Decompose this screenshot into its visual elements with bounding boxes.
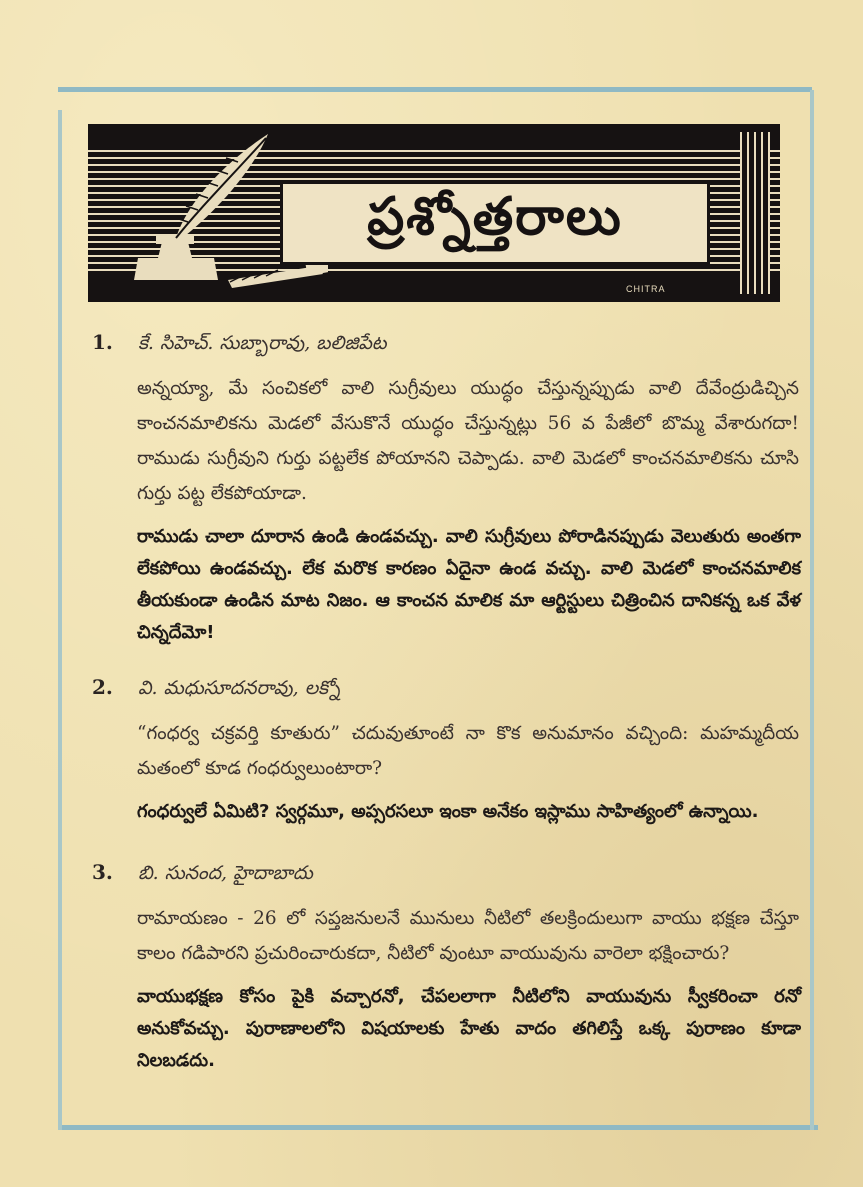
questioner-name: వి. మధుసూదనరావు, లక్నో (138, 677, 341, 699)
answer-text: గంధర్వులే ఏమిటి? స్వర్గమూ, అప్సరసలూ ఇంకా అనేకం ఇస్లాము సాహిత్యంలో ఉన్నాయి. (137, 801, 759, 822)
question-text: “గంధర్వ చక్రవర్తి కూతురు” చదువుతూంటే నా కొక అనుమానం వచ్చింది: మహమ్మదీయ మతంలో కూడ గంధర్వులుంటారా? (137, 723, 799, 779)
header-banner (88, 124, 780, 302)
banner-title-box (280, 181, 710, 265)
question-text: రామాయణం - 26 లో సప్తజనులనే మునులు నీటిలో తలక్రిందులుగా వాయు భక్షణ చేస్తూ కాలం గడిపారని ప్రచురించారుకదా, నీటిలో వుంటూ వాయువును వారెలా భక్షించారు? (137, 908, 799, 964)
questioner-name: బి. సునంద, హైదాబాదు (138, 862, 313, 884)
qa-item-1 (92, 330, 812, 649)
question-text: అన్నయ్యా, మే సంచికలో వాలి సుగ్రీవులు యుద్ధం చేస్తున్నప్పుడు వాలి దేవేంద్రుడిచ్చిన కాంచనమాలికను మెడలో వేసుకొనే యుద్ధం చేస్తున్నట్లు 56 వ పేజీలో బొమ్మ వేశారుగదా! రాముడు సుగ్రీవుని గుర్తు పట్టలేక పోయానని చెప్పాడు. వాలి మెడలో కాంచనమాలికను చూసి గుర్తు పట్ట లేకపోయాడా. (137, 378, 799, 504)
frame-bottom-rule (62, 1125, 818, 1130)
question-number: 1. (92, 330, 113, 354)
frame-top-rule (58, 87, 812, 92)
answer-text: వాయుభక్షణ కోసం పైకి వచ్చారనో, చేపలలాగా నీటిలోని వాయువును స్వీకరించా రనో అనుకోవచ్చు. పురాణాలలోని విషయాలకు హేతు వాదం తగిలిస్తే ఒక్క పురాణం కూడా నిలబడదు. (137, 986, 801, 1071)
frame-left-rule (58, 110, 62, 1130)
artist-signature: CHITRA (626, 284, 666, 294)
page-title: ప్రశ్నోత్తరాలు (367, 186, 623, 247)
banner-bars (740, 132, 770, 294)
question-number: 3. (92, 860, 113, 884)
answer-text: రాముడు చాలా దూరాన ఉండి ఉండవచ్చు. వాలి సుగ్రీవులు పోరాడినప్పుడు వెలుతురు అంతగా లేకపోయి ఉండవచ్చు. లేక మరొక కారణం ఏదైనా ఉండ వచ్చు. వాలి మెడలో కాంచనమాలిక తీయకుండా ఉండిన మాట నిజం. ఆ కాంచన మాలిక మా ఆర్టిస్టులు చిత్రించిన దానికన్న ఒక వేళ చిన్నదేమో! (137, 526, 801, 643)
question-number: 2. (92, 675, 113, 699)
qa-item-3 (92, 860, 812, 1077)
questioner-name: కే. సిహెచ్. సుబ్బారావు, బలిజిపేట (138, 332, 387, 354)
qa-item-2 (92, 675, 812, 828)
